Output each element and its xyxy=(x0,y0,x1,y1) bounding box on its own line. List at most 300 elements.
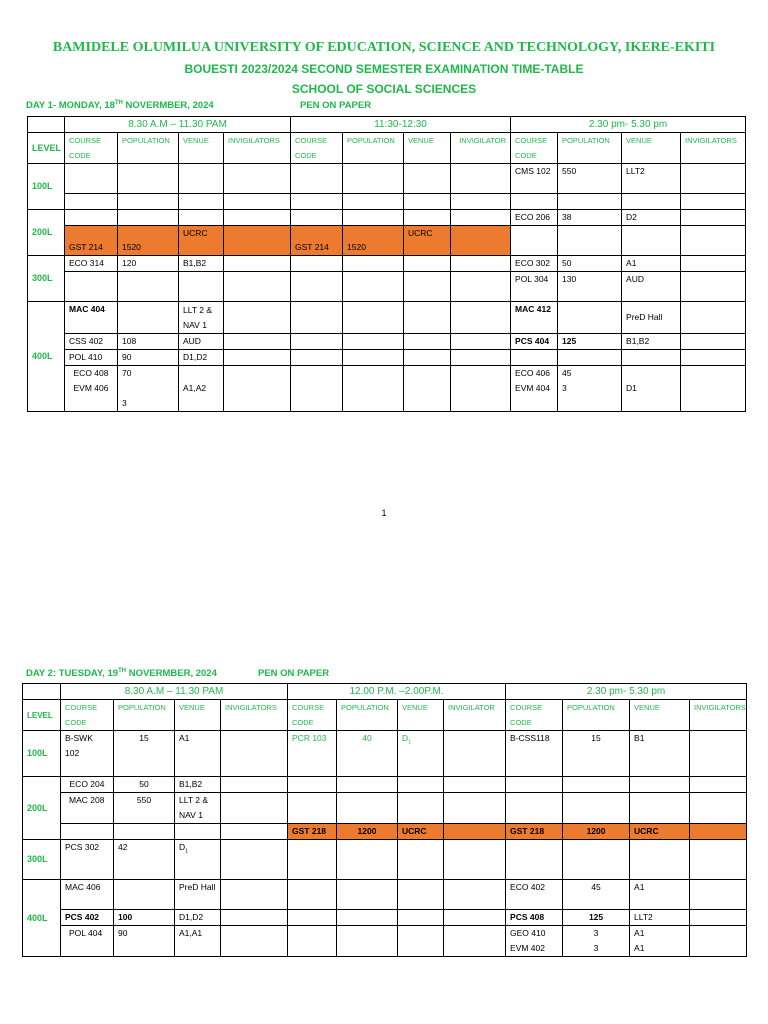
table-cell xyxy=(681,210,746,226)
table-cell: POPULATION xyxy=(563,700,630,731)
table-row xyxy=(28,164,746,194)
session-1-time: 8.30 A.M – 11.30 PAM xyxy=(65,117,291,133)
table-cell xyxy=(343,366,404,412)
table-cell xyxy=(343,302,404,334)
table-cell: COURSE CODE xyxy=(65,133,118,164)
table-cell xyxy=(444,880,506,910)
table-cell xyxy=(224,194,291,210)
table-cell xyxy=(444,824,506,840)
table-cell: VENUE xyxy=(622,133,681,164)
table-cell xyxy=(404,272,451,302)
cell-text: EVM 404 xyxy=(515,383,550,393)
table-cell: 90 xyxy=(114,926,175,957)
table-cell: LLT2 xyxy=(630,910,690,926)
table-cell: POL 304 xyxy=(511,272,558,302)
table-cell: 15 xyxy=(563,731,630,777)
table-cell xyxy=(630,777,690,793)
table-cell xyxy=(451,226,511,256)
table-cell xyxy=(221,777,288,793)
cell-text: 45 xyxy=(562,368,572,378)
table-cell xyxy=(288,880,337,910)
table-cell xyxy=(630,793,690,824)
table-cell xyxy=(291,366,343,412)
table-cell: VENUE xyxy=(630,700,690,731)
table-cell: PCS 404 xyxy=(511,334,558,350)
cell-text: EVM 402 xyxy=(510,943,545,953)
table-cell: 550 xyxy=(558,164,622,194)
level-100l: 100L xyxy=(28,164,65,210)
table-cell: MAC 208 xyxy=(61,793,114,824)
table-cell: 125 xyxy=(563,910,630,926)
table-cell xyxy=(558,350,622,366)
session-3-time: 2.30 pm- 5.30 pm xyxy=(506,684,747,700)
table-cell xyxy=(118,302,179,334)
table-cell xyxy=(337,840,398,880)
level-200l: 200L xyxy=(28,210,65,256)
day2-timetable xyxy=(22,683,747,957)
table-cell: 550 xyxy=(114,793,175,824)
table-cell: VENUE xyxy=(175,700,221,731)
table-cell: AUD xyxy=(622,272,681,302)
table-cell: 125 xyxy=(558,334,622,350)
table-cell: PCS 302 xyxy=(61,840,114,880)
table-cell xyxy=(563,840,630,880)
table-cell xyxy=(288,777,337,793)
level-200l: 200L xyxy=(23,777,61,840)
cell-text: NOVERMBER, 2024 xyxy=(122,100,214,112)
table-cell xyxy=(630,840,690,880)
table-cell: UCRC xyxy=(179,226,224,256)
table-cell: MAC 406 xyxy=(61,880,114,910)
table-cell: POPULATION xyxy=(558,133,622,164)
table-cell: GST 218 xyxy=(288,824,337,840)
table-cell: ECO 402 xyxy=(506,880,563,910)
table-cell xyxy=(224,302,291,334)
table-row xyxy=(23,910,747,926)
table-cell xyxy=(114,824,175,840)
table-cell: GST 214 xyxy=(291,226,343,256)
table-cell xyxy=(681,256,746,272)
table-cell: 130 xyxy=(558,272,622,302)
table-cell xyxy=(398,793,444,824)
table-cell xyxy=(511,194,558,210)
table-cell xyxy=(337,926,398,957)
table-cell xyxy=(224,366,291,412)
level-300l: 300L xyxy=(23,840,61,880)
table-cell xyxy=(622,194,681,210)
table-cell xyxy=(118,164,179,194)
table-cell xyxy=(291,350,343,366)
table-row xyxy=(28,350,746,366)
cell-text: DAY 2: TUESDAY, 19 xyxy=(26,668,119,680)
table-cell xyxy=(65,272,118,302)
table-cell xyxy=(343,334,404,350)
table-cell: CMS 102 xyxy=(511,164,558,194)
day1-heading xyxy=(26,100,214,111)
column-header-row xyxy=(28,133,746,164)
table-row xyxy=(28,210,746,226)
session-1-time: 8.30 A.M – 11.30 PAM xyxy=(61,684,288,700)
table-row xyxy=(23,731,747,777)
cell-text: 3 xyxy=(593,928,599,938)
table-cell: A1 xyxy=(175,731,221,777)
table-cell xyxy=(444,731,506,777)
cell-text: ECO 406 xyxy=(515,368,550,378)
table-cell: A1 xyxy=(622,256,681,272)
table-cell xyxy=(337,793,398,824)
level-400l: 400L xyxy=(23,880,61,957)
table-cell xyxy=(451,366,511,412)
table-cell: D2 xyxy=(622,210,681,226)
table-cell xyxy=(451,164,511,194)
cell-text: NOVERMBER, 2024 xyxy=(126,668,217,680)
table-cell: VENUE xyxy=(398,700,444,731)
table-cell xyxy=(337,880,398,910)
table-cell xyxy=(291,194,343,210)
session-2-time: 12.00 P.M. –2.00P.M. xyxy=(288,684,506,700)
table-cell: D1,D2 xyxy=(175,910,221,926)
day1-timetable xyxy=(27,116,746,412)
table-cell: PCS 408 xyxy=(506,910,563,926)
cell-text: 3 xyxy=(562,383,567,393)
table-cell: ECO 314 xyxy=(65,256,118,272)
day1-mode: PEN ON PAPER xyxy=(300,100,372,111)
table-cell: LLT 2 & NAV 1 xyxy=(179,302,224,334)
table-cell xyxy=(690,926,747,957)
table-cell xyxy=(343,164,404,194)
table-cell: INVIGILATORS xyxy=(221,700,288,731)
table-cell: 1200 xyxy=(337,824,398,840)
cell-text: DAY 1- MONDAY, 18 xyxy=(26,100,115,112)
table-cell xyxy=(398,910,444,926)
table-cell: POL 410 xyxy=(65,350,118,366)
table-cell xyxy=(398,840,444,880)
table-cell xyxy=(221,731,288,777)
table-cell: GST 218 xyxy=(506,824,563,840)
table-cell xyxy=(451,334,511,350)
table-cell: 1520 xyxy=(343,226,404,256)
table-cell: 100 xyxy=(114,910,175,926)
table-cell: A1,A2 xyxy=(179,366,224,412)
session-header-row xyxy=(23,684,747,700)
table-cell: 90 xyxy=(118,350,179,366)
table-cell xyxy=(404,194,451,210)
table-cell xyxy=(681,226,746,256)
cell-text: 70 xyxy=(122,368,132,378)
table-row xyxy=(28,256,746,272)
table-cell xyxy=(291,210,343,226)
table-cell xyxy=(114,880,175,910)
table-cell: LLT2 xyxy=(622,164,681,194)
table-row xyxy=(23,880,747,910)
table-cell: 50 xyxy=(558,256,622,272)
exam-title: BOUESTI 2023/2024 SECOND SEMESTER EXAMINATION TIME-TABLE xyxy=(184,62,584,76)
table-cell: INVIGILATOR xyxy=(444,700,506,731)
table-cell xyxy=(224,350,291,366)
table-cell xyxy=(404,210,451,226)
table-row xyxy=(28,366,746,412)
table-cell xyxy=(690,840,747,880)
table-cell xyxy=(337,910,398,926)
table-cell xyxy=(224,210,291,226)
table-cell xyxy=(506,926,563,957)
table-cell xyxy=(511,350,558,366)
table-cell: MAC 404 xyxy=(65,302,118,334)
table-cell: PCR 103 xyxy=(288,731,337,777)
table-cell: INVIGILATOR xyxy=(451,133,511,164)
venue-subscript: 1 xyxy=(185,848,188,855)
table-cell: 38 xyxy=(558,210,622,226)
table-cell xyxy=(451,194,511,210)
table-cell xyxy=(506,840,563,880)
table-cell xyxy=(221,926,288,957)
table-cell: 40 xyxy=(337,731,398,777)
table-cell xyxy=(343,350,404,366)
table-cell: B1,B2 xyxy=(175,777,221,793)
table-cell: A1,A1 xyxy=(175,926,221,957)
table-cell xyxy=(288,926,337,957)
table-cell xyxy=(288,840,337,880)
table-cell xyxy=(28,117,65,133)
table-cell: CSS 402 xyxy=(65,334,118,350)
table-cell xyxy=(221,910,288,926)
table-cell xyxy=(291,302,343,334)
table-cell xyxy=(65,164,118,194)
table-cell xyxy=(224,226,291,256)
table-cell xyxy=(343,272,404,302)
table-cell: 108 xyxy=(118,334,179,350)
cell-text: D xyxy=(402,733,409,743)
table-cell xyxy=(61,824,114,840)
table-cell xyxy=(563,777,630,793)
table-cell xyxy=(451,256,511,272)
table-cell xyxy=(451,302,511,334)
school-name: SCHOOL OF SOCIAL SCIENCES xyxy=(291,82,477,96)
table-cell: B1,B2 xyxy=(622,334,681,350)
table-cell xyxy=(224,334,291,350)
table-cell xyxy=(221,880,288,910)
table-cell xyxy=(444,777,506,793)
table-cell xyxy=(622,350,681,366)
table-cell xyxy=(451,210,511,226)
table-cell: ECO 206 xyxy=(511,210,558,226)
table-cell xyxy=(511,226,558,256)
table-cell: UCRC xyxy=(404,226,451,256)
table-cell: POL 404 xyxy=(61,926,114,957)
table-cell xyxy=(343,256,404,272)
table-cell xyxy=(118,194,179,210)
table-row xyxy=(23,840,747,880)
cell-text: GEO 410 xyxy=(510,928,546,938)
table-row xyxy=(28,334,746,350)
level-400l: 400L xyxy=(28,302,65,412)
table-cell xyxy=(291,272,343,302)
table-cell xyxy=(65,194,118,210)
day2-mode: PEN ON PAPER xyxy=(258,668,330,679)
table-row xyxy=(28,194,746,210)
table-cell xyxy=(221,793,288,824)
table-cell: 42 xyxy=(114,840,175,880)
table-cell xyxy=(690,777,747,793)
table-cell xyxy=(681,194,746,210)
table-cell xyxy=(23,684,61,700)
table-cell: COURSE CODE xyxy=(511,133,558,164)
level-300l: 300L xyxy=(28,256,65,302)
table-cell xyxy=(224,256,291,272)
table-cell xyxy=(175,824,221,840)
table-cell xyxy=(563,926,630,957)
table-cell: AUD xyxy=(179,334,224,350)
table-cell: B1,B2 xyxy=(179,256,224,272)
table-cell: GST 214 xyxy=(65,226,118,256)
table-cell: VENUE xyxy=(179,133,224,164)
table-cell xyxy=(343,194,404,210)
table-row xyxy=(28,272,746,302)
table-cell: COURSE CODE xyxy=(291,133,343,164)
table-cell xyxy=(681,334,746,350)
table-cell: INVIGILATORS xyxy=(690,700,747,731)
venue-subscript: 1 xyxy=(408,739,411,746)
table-cell xyxy=(404,334,451,350)
table-cell xyxy=(563,793,630,824)
table-row xyxy=(23,793,747,824)
university-name: BAMIDELE OLUMILUA UNIVERSITY OF EDUCATION, SCIENCE AND TECHNOLOGY, IKERE-EKITI xyxy=(52,40,716,55)
table-cell xyxy=(404,302,451,334)
table-cell xyxy=(681,164,746,194)
column-header-row xyxy=(23,700,747,731)
table-cell xyxy=(398,731,444,777)
table-cell: D1,D2 xyxy=(179,350,224,366)
table-cell: VENUE xyxy=(404,133,451,164)
table-cell xyxy=(681,366,746,412)
table-cell: POPULATION xyxy=(114,700,175,731)
table-cell xyxy=(343,210,404,226)
table-cell xyxy=(65,366,118,412)
session-3-time: 2.30 pm- 5.30 pm xyxy=(511,117,746,133)
session-2-time: 11:30-12:30 xyxy=(291,117,511,133)
table-cell: A1 xyxy=(630,880,690,910)
table-cell xyxy=(179,272,224,302)
table-cell xyxy=(224,272,291,302)
table-cell xyxy=(404,366,451,412)
table-row xyxy=(23,777,747,793)
table-cell xyxy=(444,910,506,926)
table-cell: UCRC xyxy=(630,824,690,840)
table-cell xyxy=(175,840,221,880)
table-cell: B-SWK 102 xyxy=(61,731,114,777)
table-cell xyxy=(444,840,506,880)
table-row xyxy=(23,824,747,840)
table-cell: POPULATION xyxy=(343,133,404,164)
day2-heading xyxy=(26,668,217,679)
table-cell xyxy=(511,366,558,412)
cell-text: EVM 406 xyxy=(73,383,109,393)
table-cell: ECO 204 xyxy=(61,777,114,793)
table-cell xyxy=(681,302,746,334)
table-cell: COURSE CODE xyxy=(506,700,563,731)
table-cell: 50 xyxy=(114,777,175,793)
table-cell xyxy=(291,334,343,350)
table-cell xyxy=(398,880,444,910)
table-cell xyxy=(337,777,398,793)
table-cell: B-CSS118 xyxy=(506,731,563,777)
table-cell xyxy=(451,350,511,366)
table-cell xyxy=(224,164,291,194)
table-cell: INVIGILATORS xyxy=(681,133,746,164)
table-cell xyxy=(690,910,747,926)
table-cell xyxy=(179,164,224,194)
table-cell: D1 xyxy=(622,366,681,412)
table-cell xyxy=(558,226,622,256)
table-cell xyxy=(558,302,622,334)
table-cell: LLT 2 & NAV 1 xyxy=(175,793,221,824)
table-cell: LEVEL xyxy=(23,700,61,731)
session-header-row xyxy=(28,117,746,133)
table-cell xyxy=(558,366,622,412)
table-cell: 120 xyxy=(118,256,179,272)
cell-text: A1 xyxy=(634,943,645,953)
table-cell xyxy=(179,194,224,210)
cell-text: 3 xyxy=(593,943,599,953)
table-cell xyxy=(558,194,622,210)
table-cell xyxy=(118,210,179,226)
table-cell xyxy=(65,210,118,226)
ordinal-suffix: TH xyxy=(114,100,123,106)
table-cell: POPULATION xyxy=(337,700,398,731)
table-cell xyxy=(690,824,747,840)
table-cell xyxy=(444,793,506,824)
table-cell xyxy=(681,350,746,366)
table-cell xyxy=(118,366,179,412)
table-cell xyxy=(221,840,288,880)
table-cell: LEVEL xyxy=(28,133,65,164)
table-cell: B1 xyxy=(630,731,690,777)
table-cell: 1200 xyxy=(563,824,630,840)
cell-text: A1 xyxy=(634,928,645,938)
table-cell xyxy=(291,256,343,272)
cell-text: D xyxy=(179,842,186,852)
table-cell: INVIGILATORS xyxy=(224,133,291,164)
table-cell xyxy=(291,164,343,194)
table-cell: COURSE CODE xyxy=(61,700,114,731)
table-cell xyxy=(398,777,444,793)
table-cell: ECO 302 xyxy=(511,256,558,272)
table-cell: PreD Hall xyxy=(622,302,681,334)
table-cell xyxy=(690,880,747,910)
cell-text: ECO 408 xyxy=(73,368,109,378)
page-number: 1 xyxy=(381,508,387,518)
table-row xyxy=(23,926,747,957)
table-cell xyxy=(690,793,747,824)
table-cell xyxy=(630,926,690,957)
table-cell: PCS 402 xyxy=(61,910,114,926)
cell-text: 3 xyxy=(122,398,127,408)
table-cell xyxy=(179,210,224,226)
table-cell xyxy=(622,226,681,256)
table-cell: UCRC xyxy=(398,824,444,840)
table-cell xyxy=(506,793,563,824)
table-cell xyxy=(506,777,563,793)
table-cell xyxy=(444,926,506,957)
table-cell xyxy=(398,926,444,957)
table-cell xyxy=(404,350,451,366)
table-cell xyxy=(288,910,337,926)
table-cell xyxy=(288,793,337,824)
level-100l: 100L xyxy=(23,731,61,777)
table-cell xyxy=(690,731,747,777)
ordinal-suffix: TH xyxy=(118,668,127,674)
table-cell xyxy=(221,824,288,840)
